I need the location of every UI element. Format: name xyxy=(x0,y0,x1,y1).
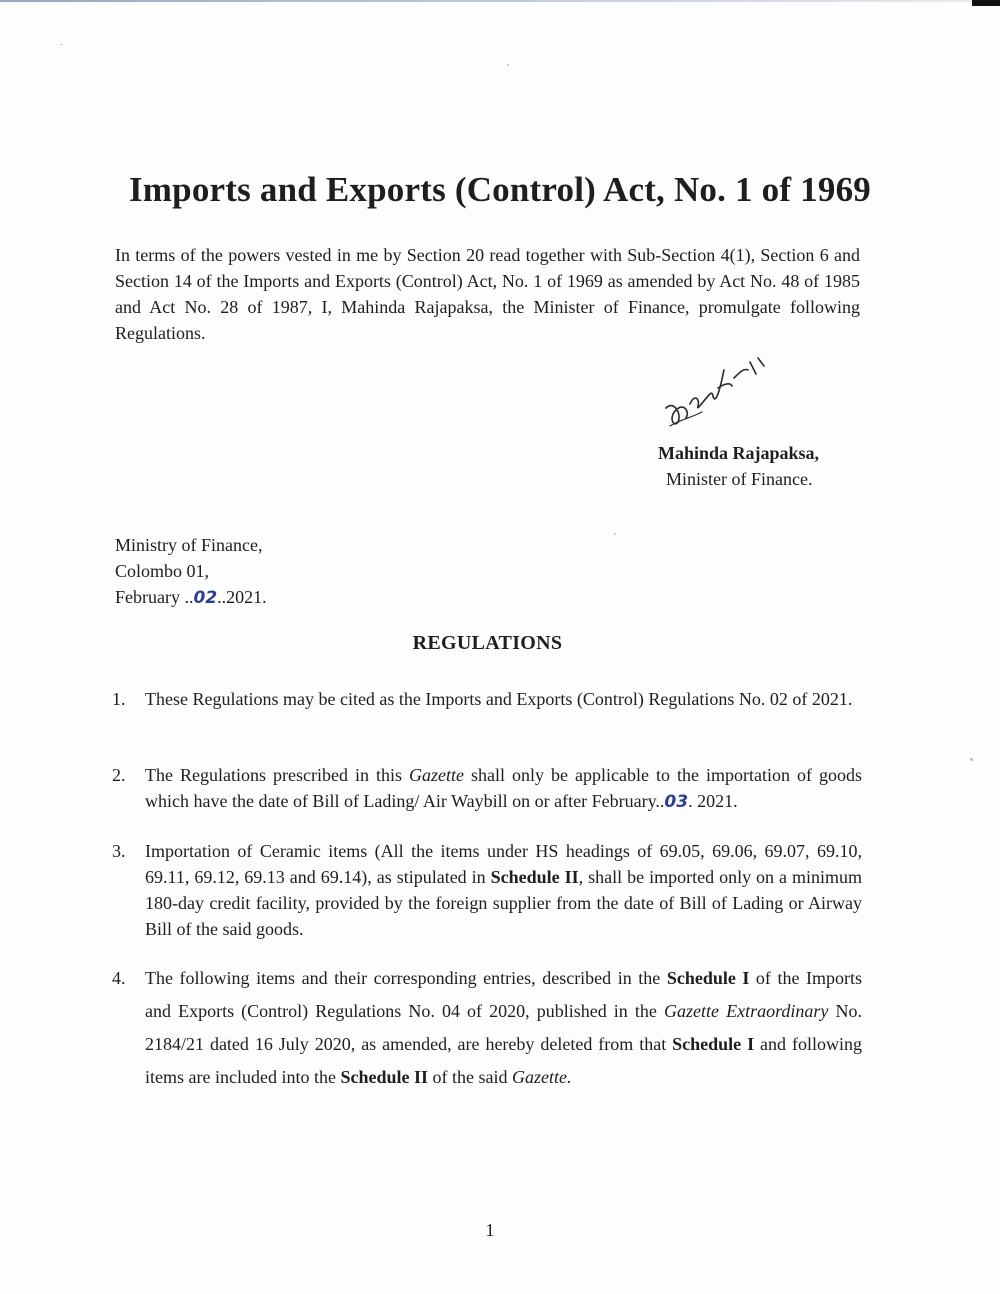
regulation-text-bold: Schedule I xyxy=(672,1034,755,1054)
regulation-text-part: , shall be imported only on a minimum 180-day credit facility, provided by the foreign supplier from the date of Bill of Lading or Airway Bill of the said goods. xyxy=(145,867,863,939)
signatory-title: Minister of Finance. xyxy=(666,469,813,489)
handwritten-date-day: 02 xyxy=(193,588,218,608)
address-line-1: Ministry of Finance, xyxy=(115,535,263,555)
scan-corner-mark xyxy=(972,0,1000,6)
date-suffix: ..2021. xyxy=(217,587,267,607)
regulation-text-part: of the Imports and Exports (Control) Regulations No. 04 of 2020, published in the xyxy=(145,968,862,1021)
regulation-text-part: The following items and their corresponding entries, described in the xyxy=(145,968,667,988)
regulation-item xyxy=(112,686,862,712)
signatory-name: Mahinda Rajapaksa, xyxy=(658,443,820,463)
regulation-text xyxy=(145,962,862,1094)
document-title: Imports and Exports (Control) Act, No. 1 of 1969 xyxy=(128,170,871,209)
regulation-text-italic: Gazette xyxy=(409,765,464,785)
address-block xyxy=(115,532,267,611)
regulation-text-part: shall only be applicable to the importation of goods which have the date of Bill of Lading/ Air Waybill on or after February.. xyxy=(145,765,862,811)
scan-speck xyxy=(970,758,973,761)
regulation-number: 1. xyxy=(112,689,126,709)
scan-speck xyxy=(60,44,63,45)
regulation-number: 3. xyxy=(112,841,126,861)
regulation-number: 2. xyxy=(112,765,126,785)
regulation-text-bold: Schedule I xyxy=(666,968,750,988)
regulation-text-italic: Gazette Extraordinary xyxy=(664,1001,829,1021)
regulation-text-bold: Schedule II xyxy=(490,867,579,887)
regulation-text-part: The Regulations prescribed in this xyxy=(145,765,409,785)
regulation-text-part: and following items are included into the xyxy=(145,1034,862,1087)
regulation-text-bold: Schedule II xyxy=(340,1067,428,1087)
address-line-2: Colombo 01, xyxy=(115,561,210,581)
regulation-text-part: No. 2184/21 dated 16 July 2020, as amended, are hereby deleted from that xyxy=(145,1001,863,1054)
scan-edge-line xyxy=(0,0,1000,2)
address-date xyxy=(115,584,267,611)
regulation-item xyxy=(112,762,862,815)
section-heading: REGULATIONS xyxy=(412,632,563,654)
regulation-item xyxy=(112,838,862,942)
handwritten-signature-icon xyxy=(660,348,770,432)
regulation-text xyxy=(145,762,862,815)
regulation-item xyxy=(112,962,862,1094)
signatory-block xyxy=(658,440,819,492)
page-number: 1 xyxy=(485,1220,495,1240)
regulation-text-part: of the said xyxy=(427,1067,512,1087)
regulation-text-italic: Gazette. xyxy=(511,1067,572,1087)
scan-speck xyxy=(614,533,616,535)
scan-speck xyxy=(507,64,509,66)
regulation-text-part: Importation of Ceramic items (All the items under HS headings of 69.05, 69.06, 69.07, 69.10, 69.11, 69.12, 69.13 and 69.14), as stipulated in xyxy=(145,841,862,887)
regulation-text xyxy=(145,838,862,942)
regulation-number: 4. xyxy=(112,968,126,988)
regulation-text: These Regulations may be cited as the Imports and Exports (Control) Regulations No. 02 of 2021. xyxy=(145,689,853,709)
handwritten-date-day: 03 xyxy=(664,792,689,812)
preamble-paragraph: In terms of the powers vested in me by Section 20 read together with Sub-Section 4(1), Section 6 and Section 14 of the Imports and Exports (Control) Act, No. 1 of 1969 as amended by Act No. 48 of 1985 and Act No. 28 of 1987, I, Mahinda Rajapaksa, the Minister of Finance, promulgate following Regulations. xyxy=(115,245,860,343)
date-prefix: February .. xyxy=(115,587,194,607)
regulation-text-part: . 2021. xyxy=(688,791,738,811)
